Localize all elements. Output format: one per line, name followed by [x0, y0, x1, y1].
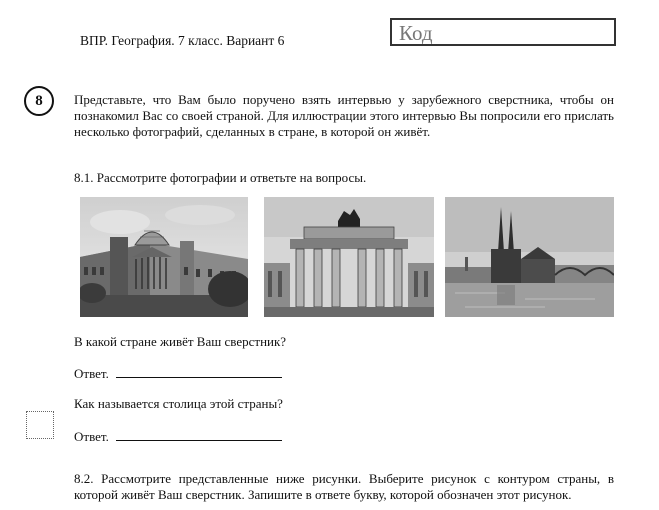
task-intro-text: Представьте, что Вам было поручено взять интервью у зарубежного сверстника, чтобы он познакомил Вас со своей страной. Для иллюстрации этого интервью Вы попросили его прислать несколько фотографий, сделанных в стране, в которой он живёт.	[74, 92, 614, 139]
reichstag-photo	[80, 197, 248, 317]
answer-2-label: Ответ.	[74, 429, 109, 444]
question-1-country: В какой стране живёт Ваш сверстник?	[74, 334, 287, 349]
cologne-cathedral-photo	[445, 197, 614, 317]
score-box[interactable]	[26, 411, 54, 439]
question-2-capital: Как называется столица этой страны?	[74, 396, 283, 411]
code-input-box[interactable]: Код	[390, 18, 616, 46]
subtask-8-2-text: 8.2. Рассмотрите представленные ниже рисунки. Выберите рисунок с контуром страны, в которой живёт Ваш сверстник. Запишите в ответе букву, которой обозначен этот рисунок.	[74, 471, 614, 502]
answer-2-field[interactable]	[116, 440, 282, 441]
task-number-badge: 8	[24, 86, 54, 116]
brandenburg-gate-photo	[264, 197, 434, 317]
answer-1-label: Ответ.	[74, 366, 109, 381]
page-header-title: ВПР. География. 7 класс. Вариант 6	[80, 33, 285, 48]
subtask-8-1-text: 8.1. Рассмотрите фотографии и ответьте на вопросы.	[74, 170, 367, 185]
answer-1-field[interactable]	[116, 377, 282, 378]
